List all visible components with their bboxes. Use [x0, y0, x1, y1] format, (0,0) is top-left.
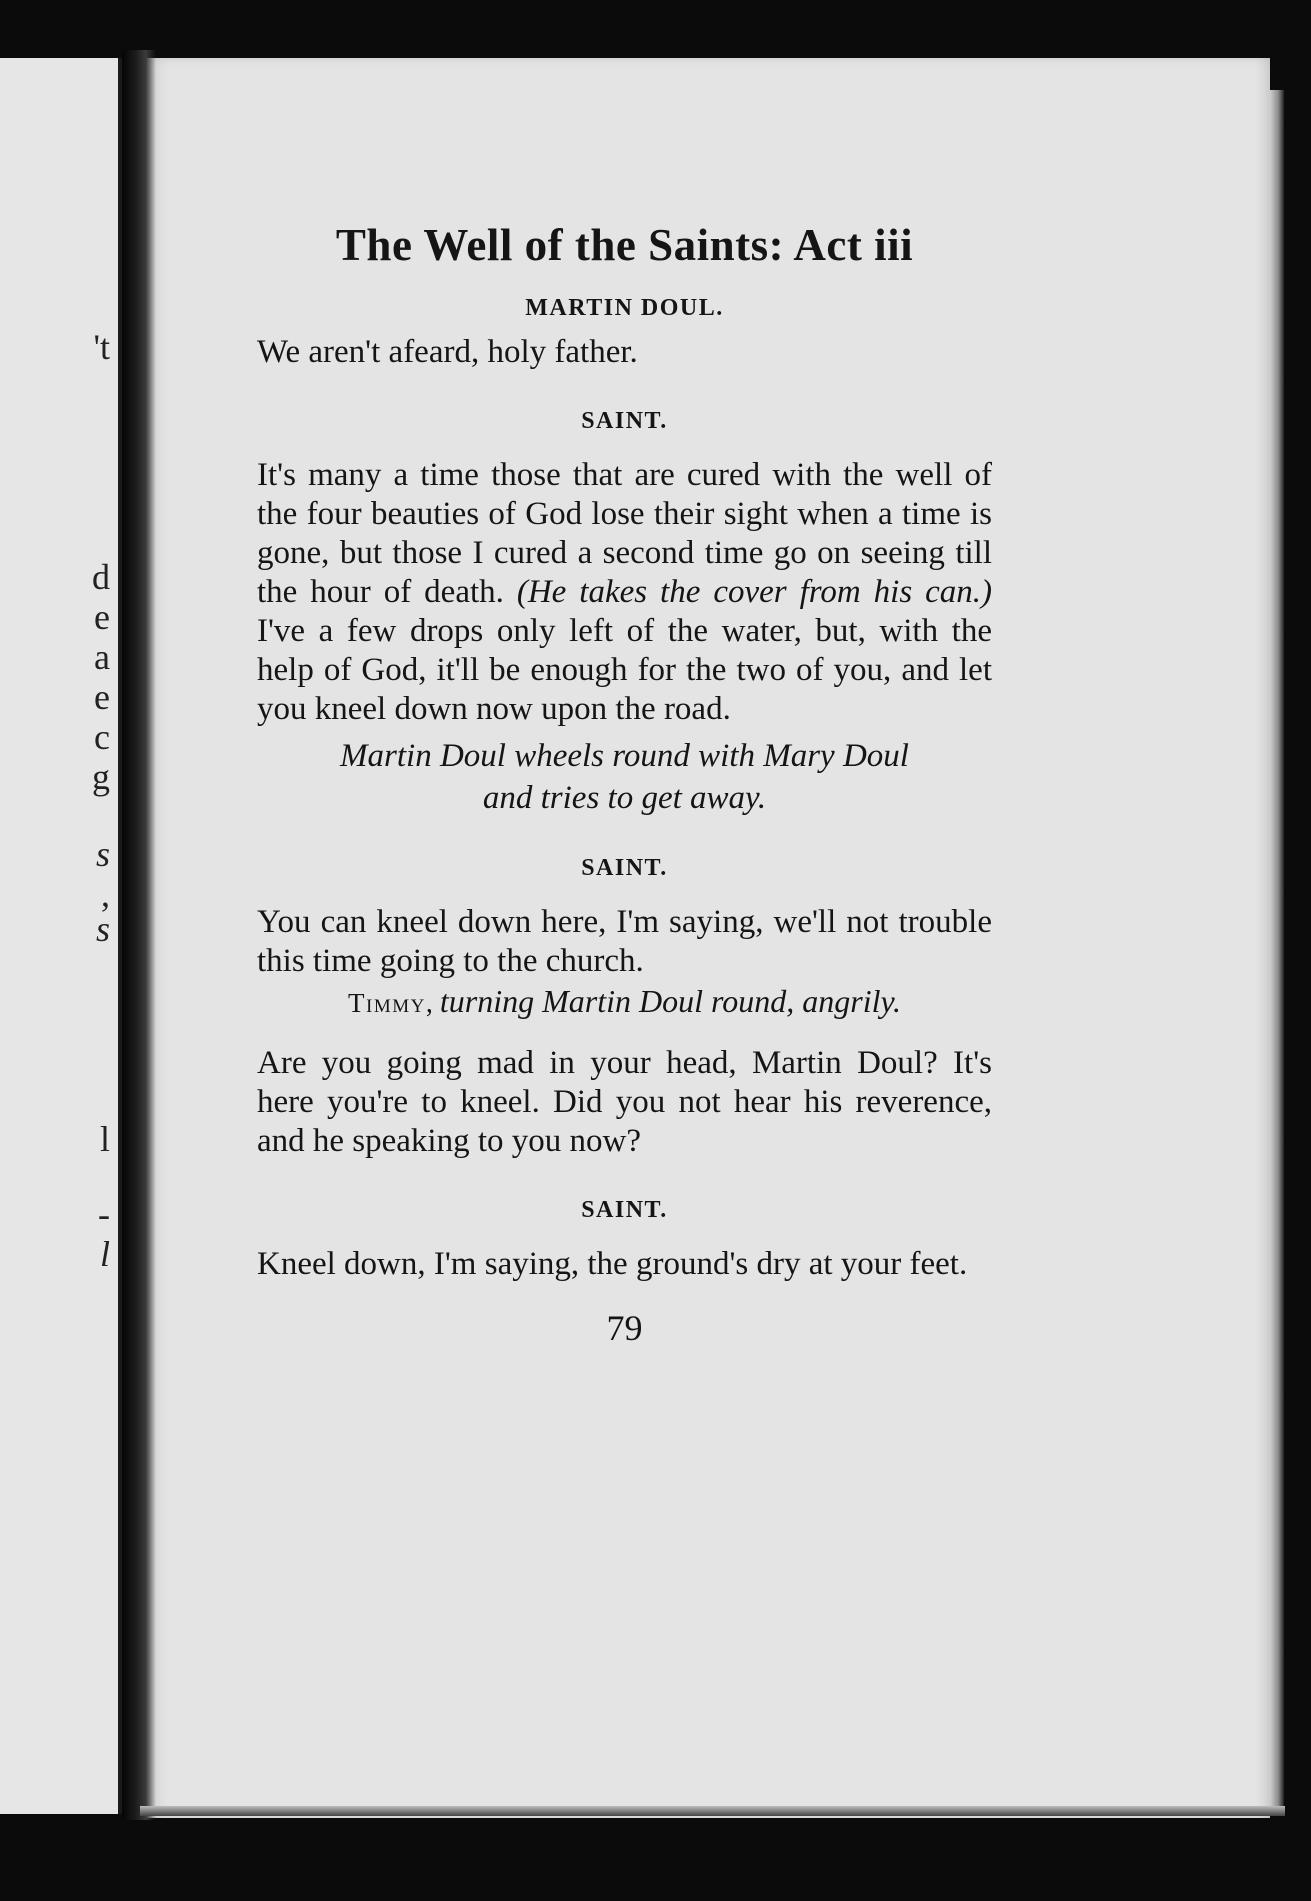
- stage-direction-inline: turning Martin Doul round, angrily.: [439, 983, 901, 1019]
- speaker-name: Timmy: [348, 988, 426, 1018]
- speech: Are you going mad in your head, Martin Doul? It's here you're to kneel. Did you not hear his reverence, and he speaking to you now?: [257, 1045, 992, 1159]
- facing-page-fragment: c: [94, 717, 110, 757]
- facing-page-fragment: g: [92, 757, 110, 797]
- speech: [257, 456, 992, 729]
- stage-direction-inline: (He takes the cover from his can.): [516, 574, 993, 610]
- speech: Kneel down, I'm saying, the ground's dry at your feet.: [257, 1246, 968, 1282]
- speaker-heading: SAINT.: [581, 855, 668, 881]
- facing-page-fragment: a: [94, 637, 110, 677]
- facing-page-fragment: d: [92, 557, 110, 597]
- speaker-heading: SAINT.: [581, 408, 668, 434]
- facing-page-fragment: s: [95, 909, 110, 949]
- page-bottom-edge: [140, 1806, 1285, 1816]
- speech-text: It's many a time those that are cured with the well of the four beauties of God lose their sight when a time is gone, but those I cured a second time go on seeing till the hour of death.: [257, 457, 992, 610]
- facing-page-fragment: ,: [101, 874, 110, 914]
- facing-page-fragment: l: [99, 1234, 110, 1274]
- facing-page-fragment: l: [99, 1119, 110, 1159]
- facing-page: [0, 58, 124, 1814]
- facing-page-fragment: 't: [93, 327, 110, 367]
- facing-page-fragment: s: [95, 834, 110, 874]
- stage-direction-line: Martin Doul wheels round with Mary Doul: [340, 738, 909, 774]
- speaker-separator: ,: [425, 988, 440, 1019]
- stage-direction: [257, 735, 992, 819]
- speech: You can kneel down here, I'm saying, we'll not trouble this time going to the church.: [257, 904, 992, 979]
- page-right-edge: [1270, 90, 1284, 1815]
- facing-page-fragment: -: [98, 1194, 110, 1234]
- speaker-heading-with-direction: [257, 981, 992, 1024]
- speech: We aren't afeard, holy father.: [257, 334, 638, 370]
- speech-text: I've a few drops only left of the water, but, with the help of God, it'll be enough for the two of you, and let you kneel down now upon the road.: [257, 613, 992, 727]
- page-text: [257, 215, 992, 1350]
- facing-page-fragment: e: [94, 597, 110, 637]
- stage-direction-line: and tries to get away.: [482, 780, 767, 816]
- page-gutter-shadow: [122, 50, 156, 1820]
- running-head: The Well of the Saints: Act iii: [335, 220, 914, 270]
- speaker-heading: SAINT.: [581, 1197, 668, 1223]
- speaker-heading: MARTIN DOUL.: [525, 295, 724, 321]
- facing-page-fragment: e: [94, 677, 110, 717]
- page-number: 79: [606, 1308, 643, 1348]
